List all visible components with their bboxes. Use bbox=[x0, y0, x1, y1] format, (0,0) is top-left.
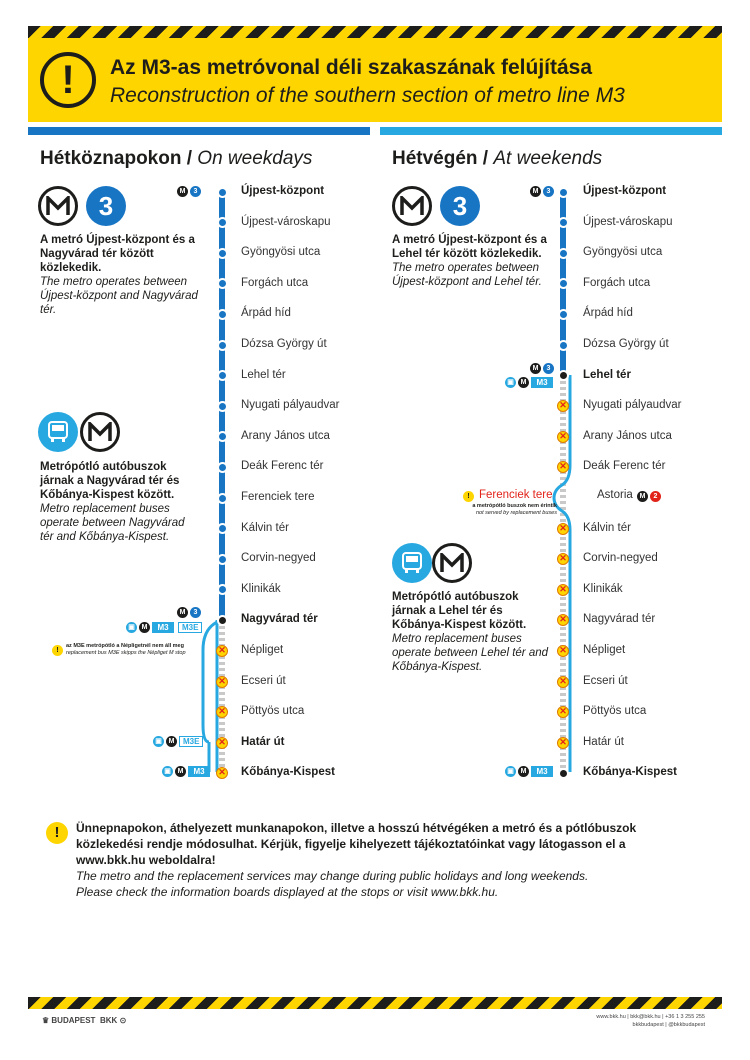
closed-station-icon: ✕ bbox=[216, 645, 228, 657]
station-name: Ferenciek tere bbox=[241, 491, 315, 503]
metro-mini-icon: M bbox=[530, 186, 541, 197]
station-name: Ecseri út bbox=[241, 674, 286, 687]
station-name: Népliget bbox=[241, 644, 284, 656]
bus-m3-label: M3 bbox=[152, 622, 174, 633]
weekday-bus-description: Metrópótló autóbuszok járnak a Nagyvárad tér és Kőbánya-Kispest között. Metro replacement buses operate between Nagyvárad tér and Kőbánya-Kispest. bbox=[40, 461, 185, 543]
closed-station-icon: ✕ bbox=[557, 431, 569, 443]
weekend-color-bar bbox=[380, 127, 722, 135]
line-3-mini-icon: 3 bbox=[190, 607, 201, 618]
station-name: Arany János utca bbox=[583, 429, 672, 442]
station-marker bbox=[217, 431, 228, 442]
weekday-heading: Hétköznapokon / On weekdays bbox=[40, 148, 313, 169]
bus-icon bbox=[38, 412, 78, 452]
header-banner bbox=[28, 38, 722, 122]
station-name: Klinikák bbox=[241, 582, 281, 595]
closed-station-icon: ✕ bbox=[557, 645, 569, 657]
station-marker bbox=[558, 370, 569, 381]
bus-mini-icon: ▣ bbox=[505, 766, 516, 777]
closed-station-icon: ✕ bbox=[557, 614, 569, 626]
station-name: Pöttyös utca bbox=[583, 705, 647, 718]
station-name: Kálvin tér bbox=[583, 521, 631, 534]
station-name: Pöttyös utca bbox=[241, 705, 305, 718]
bus-m3e-label: M3E bbox=[179, 736, 203, 747]
weekend-line-diagram bbox=[536, 180, 596, 780]
footer-notice: Ünnepnapokon, áthelyezett munkanapokon, illetve a hosszú hétvégéken a metró és a pótlóbuszok közlekedési rendje módosulhat. Kérjük, figyelje kihelyezett tájékoztatóinkat vagy látogasson el a www.bkk.hu weboldalra! The metro and the replacement services may change during public holidays and long weekends. Please check the information boards displayed at the stops or visit www.bkk.hu. bbox=[76, 821, 637, 899]
closed-station-icon: ✕ bbox=[557, 584, 569, 596]
station-name: Határ út bbox=[241, 735, 285, 748]
warning-icon: ! bbox=[40, 52, 96, 108]
bus-m3e-label: M3E bbox=[178, 622, 202, 633]
bkk-logo: BKK ⊙ bbox=[100, 1016, 127, 1025]
station-name: Klinikák bbox=[583, 582, 623, 595]
station-name: Forgách utca bbox=[583, 276, 651, 289]
bus-m3-label: M3 bbox=[531, 377, 553, 388]
station-name: Kálvin tér bbox=[241, 521, 289, 534]
station-marker bbox=[217, 370, 228, 381]
closed-station-icon: ✕ bbox=[557, 553, 569, 565]
contact-info: www.bkk.hu | bkk@bkk.hu | +36 1 3 255 255 bbox=[596, 1014, 705, 1020]
station-name: Ecseri út bbox=[583, 674, 628, 687]
bus-m3-label: M3 bbox=[188, 766, 210, 777]
metro-logo-icon bbox=[80, 412, 120, 452]
page-title-hu: Az M3-as metróvonal déli szakaszának felújítása bbox=[110, 56, 593, 79]
station-name: Arany János utca bbox=[241, 429, 330, 442]
metro-mini-icon: M bbox=[166, 736, 177, 747]
closed-station-icon: ✕ bbox=[557, 676, 569, 688]
station-name: Gyöngyösi utca bbox=[241, 246, 321, 259]
station-marker bbox=[217, 493, 228, 504]
footer-warning-icon: ! bbox=[46, 822, 68, 844]
station-marker bbox=[217, 340, 228, 351]
station-name: Forgách utca bbox=[241, 276, 309, 289]
station-name: Lehel tér bbox=[241, 368, 286, 381]
station-name: Nagyvárad tér bbox=[583, 613, 656, 626]
bus-mini-icon: ▣ bbox=[505, 377, 516, 388]
weekend-metro-description: A metró Újpest-központ és a Lehel tér között közlekedik. The metro operates between Újpest-központ and Lehel tér. bbox=[392, 234, 547, 288]
station-name: Árpád híd bbox=[241, 307, 291, 320]
station-name: Újpest-városkapu bbox=[583, 215, 673, 228]
station-marker bbox=[217, 462, 228, 473]
social-info: bkkbudapest | @bkkbudapest bbox=[632, 1022, 705, 1028]
station-name: Újpest-városkapu bbox=[241, 215, 331, 228]
station-name: Gyöngyösi utca bbox=[583, 246, 663, 259]
weekday-line-diagram bbox=[195, 180, 255, 780]
closed-station-icon: ✕ bbox=[557, 400, 569, 412]
note-warning-icon: ! bbox=[52, 645, 63, 656]
closed-station-icon: ✕ bbox=[557, 523, 569, 535]
station-marker bbox=[558, 217, 569, 228]
hazard-stripe-bottom bbox=[28, 997, 722, 1009]
metro-mini-icon: M bbox=[530, 363, 541, 374]
closed-station-icon: ✕ bbox=[216, 767, 228, 779]
line-3-mini-icon: 3 bbox=[543, 363, 554, 374]
station-name: Deák Ferenc tér bbox=[583, 460, 666, 473]
station-marker bbox=[217, 554, 228, 565]
hazard-stripe-top bbox=[28, 26, 722, 38]
weekday-metro-description: A metró Újpest-központ és a Nagyvárad tér között közlekedik. The metro operates between Újpest-központ and Nagyvárad tér. bbox=[40, 234, 198, 316]
bus-mini-icon: ▣ bbox=[162, 766, 173, 777]
station-name: Corvin-negyed bbox=[241, 552, 316, 565]
station-name: Határ út bbox=[583, 735, 624, 748]
line-3-mini-icon: 3 bbox=[543, 186, 554, 197]
budapest-logo: ♛ BUDAPEST bbox=[42, 1016, 96, 1025]
metro-line-3-badge: 3 bbox=[440, 186, 480, 226]
bus-mini-icon: ▣ bbox=[153, 736, 164, 747]
weekend-heading: Hétvégén / At weekends bbox=[392, 148, 603, 169]
station-name: Corvin-negyed bbox=[583, 552, 658, 565]
station-marker bbox=[217, 615, 228, 626]
metro-mini-icon: M bbox=[518, 766, 529, 777]
station-marker bbox=[558, 187, 569, 198]
closed-station-icon: ✕ bbox=[557, 461, 569, 473]
station-marker bbox=[217, 278, 228, 289]
station-name: Nyugati pályaudvar bbox=[583, 399, 682, 412]
metro-mini-icon: M bbox=[139, 622, 150, 633]
metro-logo-icon bbox=[38, 186, 78, 226]
station-name: Kőbánya-Kispest bbox=[241, 766, 335, 779]
station-marker bbox=[217, 584, 228, 595]
metro-mini-icon: M bbox=[177, 607, 188, 618]
station-name: Árpád híd bbox=[583, 307, 633, 320]
station-marker bbox=[558, 768, 569, 779]
station-marker bbox=[217, 217, 228, 228]
closed-station-icon: ✕ bbox=[216, 676, 228, 688]
station-marker bbox=[217, 401, 228, 412]
metro-mini-icon: M bbox=[518, 377, 529, 388]
metro-mini-icon: M bbox=[177, 186, 188, 197]
station-name: Újpest-központ bbox=[241, 185, 325, 197]
station-name: Népliget bbox=[583, 644, 626, 656]
m3e-note: az M3E metrópótló a Népligetnél nem áll meg replacement bus M3E skipps the Népliget M stop bbox=[66, 643, 186, 656]
closed-station-icon: ✕ bbox=[216, 706, 228, 718]
station-name: Deák Ferenc tér bbox=[241, 460, 324, 473]
station-name: Dózsa György út bbox=[241, 338, 327, 350]
line-2-mini-icon: 2 bbox=[650, 491, 661, 502]
station-name: Kőbánya-Kispest bbox=[583, 766, 677, 779]
station-name: Nagyvárad tér bbox=[241, 613, 318, 626]
metro-mini-icon: M bbox=[175, 766, 186, 777]
station-name: Dózsa György út bbox=[583, 338, 669, 350]
metro-logo-icon bbox=[432, 543, 472, 583]
station-marker bbox=[558, 340, 569, 351]
station-name: Újpest-központ bbox=[583, 185, 667, 197]
station-marker bbox=[558, 309, 569, 320]
closed-station-icon: ✕ bbox=[557, 706, 569, 718]
weekday-color-bar bbox=[28, 127, 370, 135]
astoria-label: Astoria bbox=[597, 489, 633, 501]
station-marker bbox=[558, 248, 569, 259]
ferenciek-note: a metrópótló buszok nem érintik not served by replacement buses bbox=[472, 503, 557, 516]
metro-logo-icon bbox=[392, 186, 432, 226]
closed-station-icon: ✕ bbox=[216, 737, 228, 749]
station-marker bbox=[217, 309, 228, 320]
station-name: Nyugati pályaudvar bbox=[241, 399, 340, 412]
bus-icon bbox=[392, 543, 432, 583]
station-marker bbox=[217, 523, 228, 534]
metro-line-3-badge: 3 bbox=[86, 186, 126, 226]
bus-m3-label: M3 bbox=[531, 766, 553, 777]
bus-mini-icon: ▣ bbox=[126, 622, 137, 633]
station-name: Lehel tér bbox=[583, 368, 631, 381]
note-warning-icon: ! bbox=[463, 491, 474, 502]
metro-mini-icon: M bbox=[637, 491, 648, 502]
page-title-en: Reconstruction of the southern section of metro line M3 bbox=[110, 84, 625, 107]
station-marker bbox=[217, 248, 228, 259]
station-marker bbox=[217, 187, 228, 198]
weekend-bus-description: Metrópótló autóbuszok járnak a Lehel tér és Kőbánya-Kispest között. Metro replacement buses operate between Lehel tér and Kőbánya-Kispest. bbox=[392, 591, 549, 673]
closed-station-icon: ✕ bbox=[557, 737, 569, 749]
station-marker bbox=[558, 278, 569, 289]
ferenciek-label: Ferenciek tere bbox=[479, 489, 553, 501]
line-3-mini-icon: 3 bbox=[190, 186, 201, 197]
